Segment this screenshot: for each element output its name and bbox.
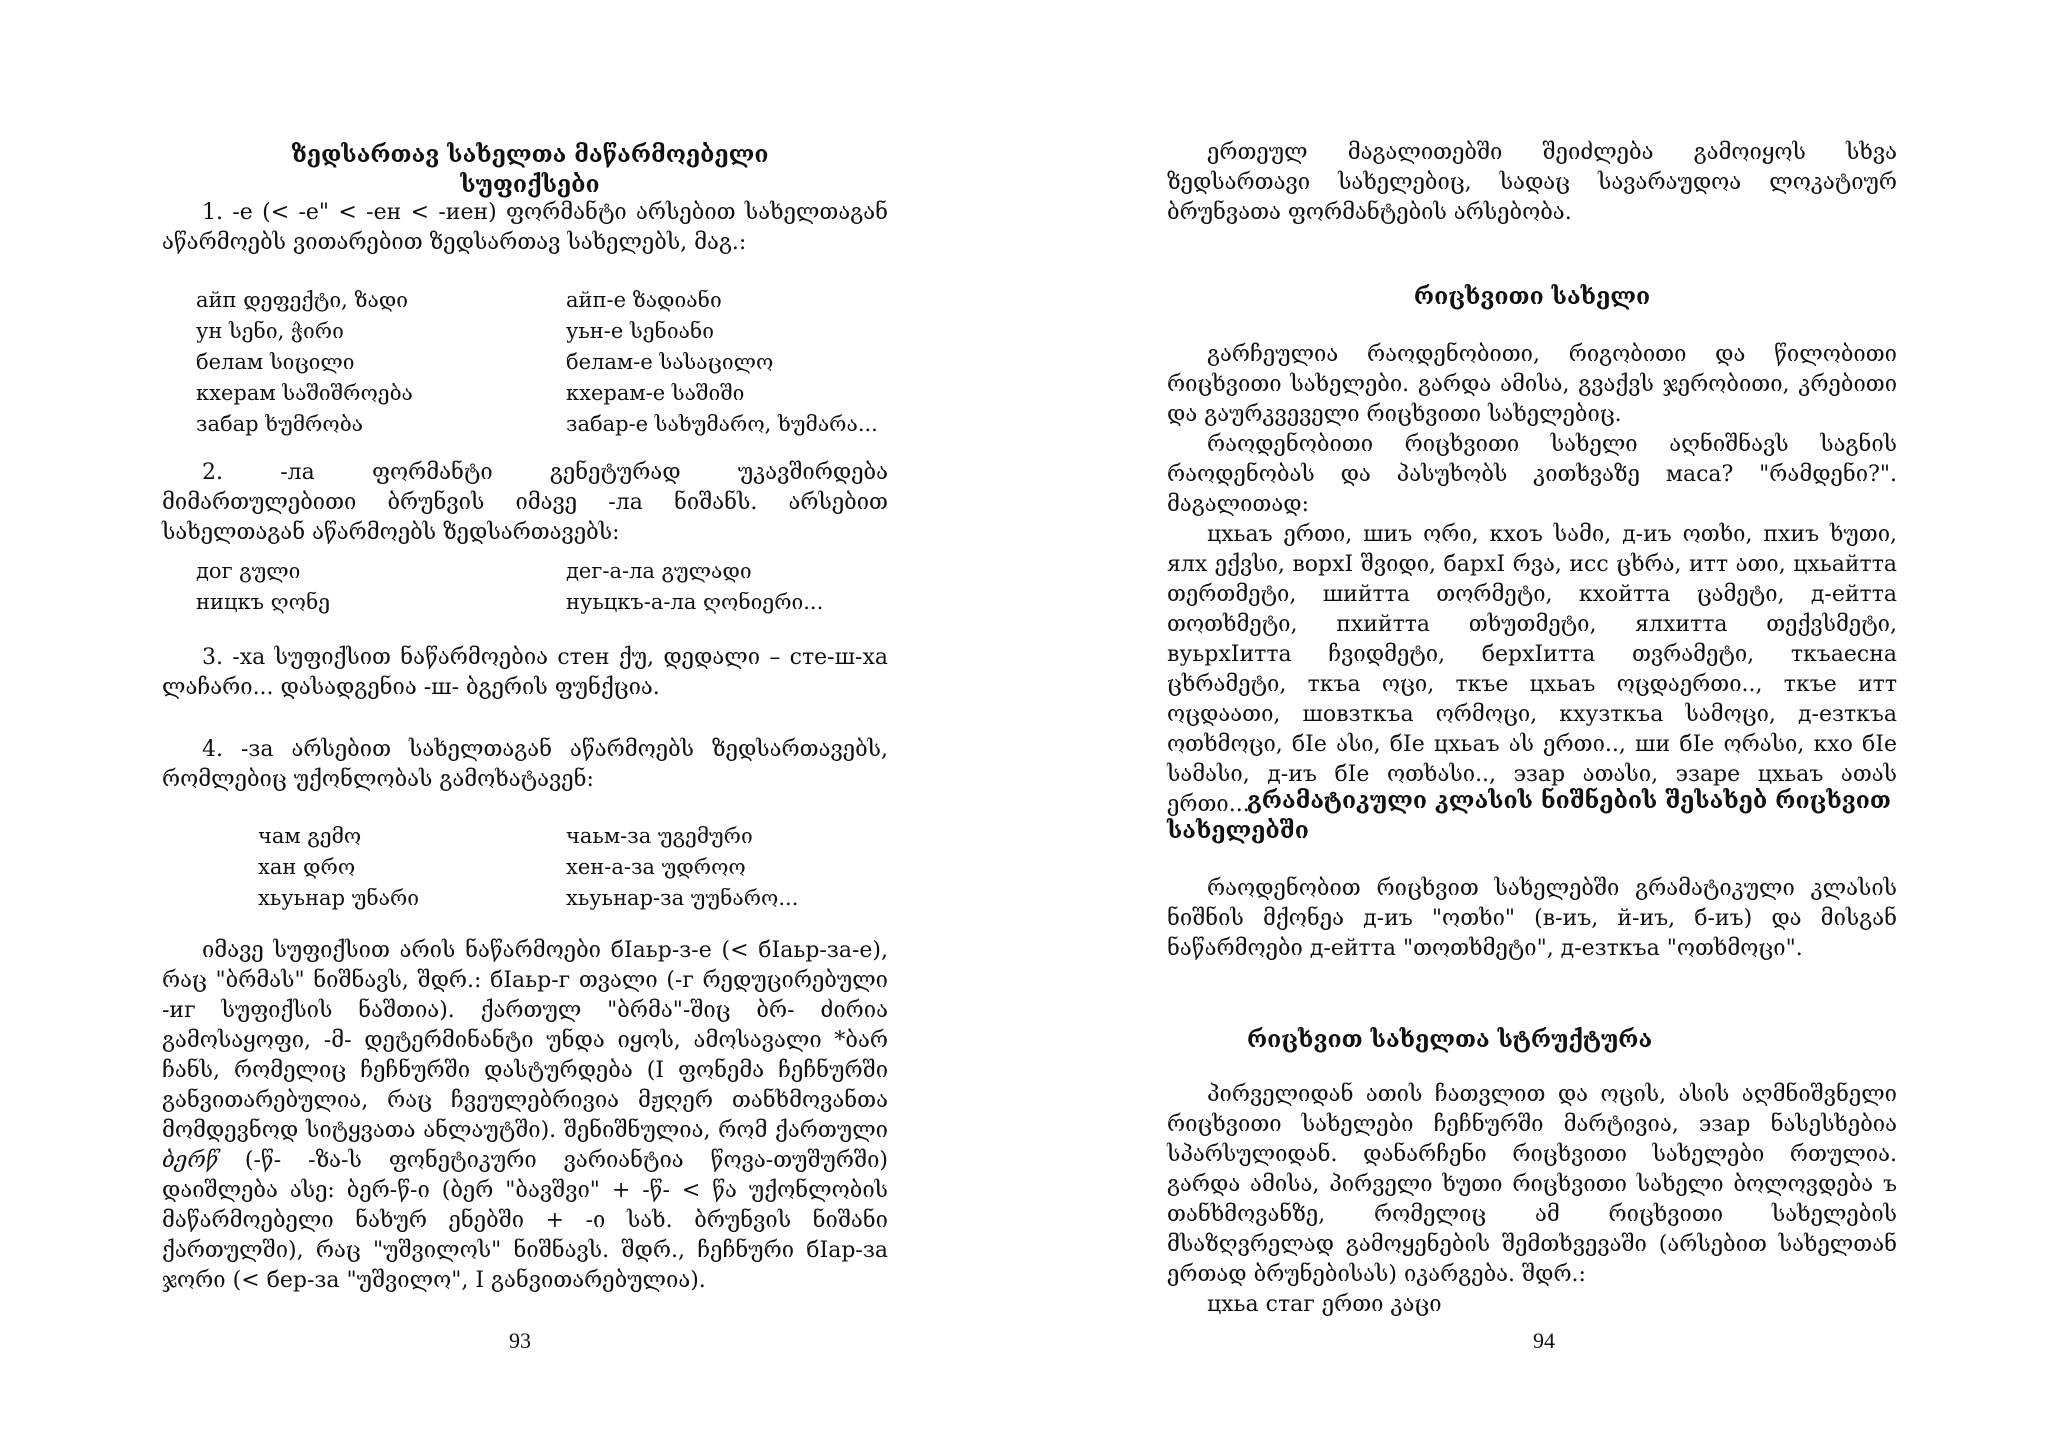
example-derived: забар-е სახუმარო, ხუმარა... <box>566 412 878 436</box>
paragraph-suffix-la <box>162 458 888 548</box>
example-derived: белам-е სასაცილო <box>566 350 774 374</box>
example-derived: хен-а-за უდროო <box>566 855 746 879</box>
example-pair <box>196 587 896 618</box>
paragraph-text: ერთეულ მაგალითებში შეიძლება გამოიყოს სხვა ზედსართავი სახელებიც, სადაც სავარაუდოა ლოკატიურ ბრუნვათა ფორმანტების არსებობა. <box>1167 140 1897 225</box>
paragraph-text: რაოდენობით რიცხვით სახელებში გრამატიკული კლასის ნიშნის მქონეა д-иъ "ოთხი" (в-иъ, й-иъ, б-иъ) და მისგან ნაწარმოები д-ейтта "თოთხმეტი", д-езткъа "ოთხმოცი". <box>1167 876 1897 961</box>
example-list-e <box>196 285 896 440</box>
example-list-la <box>196 556 896 618</box>
page-number: 93 <box>509 1328 531 1353</box>
paragraph-suffix-za <box>162 735 888 795</box>
paragraph-suffix-xa <box>162 643 888 703</box>
paragraph-text <box>162 936 888 1296</box>
example-derived: чаьм-за უგემური <box>566 824 753 848</box>
example-pair <box>196 378 896 409</box>
paragraph-example-line: цхьа стаг ერთი კაცი <box>1207 1292 1442 1317</box>
paragraph-text: 3. -ха სუფიქსით ნაწარმოებია стен ქუ, დედალი – сте-ш-ха ლაჩარი... დასადგენია -ш- ბგერის ფუნქცია. <box>162 645 888 700</box>
example-pair <box>258 852 898 883</box>
example-pair <box>196 285 896 316</box>
example-derived: дег-а-ла გულადი <box>566 559 752 583</box>
example-source: белам სიცილი <box>196 350 355 374</box>
example-derived: кхерам-е საშიში <box>566 381 745 405</box>
example-source: забар ხუმრობა <box>196 412 364 436</box>
example-pair <box>196 409 896 440</box>
example-pair <box>196 316 896 347</box>
paragraph-text-lead: იმავე სუფიქსით არის ნაწარმოები бIаьр-з-е (< бIаьр-за-е), რაც "ბრმას" ნიშნავს, შდრ.: бIаьр-г თვალი (-г რედუცირებული -иг სუფიქსის ნაშთია). ქართულ "ბრმა"-შიც ბრ- ძირია გამოსაყოფი, -მ- დეტერმინანტი უნდა იყოს, ამოსავალი *ბარ ჩანს, რომელიც ჩეჩნურში დასტურდება (I ფონემა ჩეჩნურში განვითარებულია, რაც ჩვეულებრივია მჟღერ თანხმოვანთა მომდევნოდ სიტყვათა ანლაუტში). შენიშნულია, რომ ქართული <box>162 938 888 1143</box>
example-pair <box>196 556 896 587</box>
paragraph-text-tail: (-წ- -ზა-ს ფონეტიკური ვარიანტია წოვა-თუშურში) დაიშლება ასე: ბერ-წ-ი (ბერ "ბავშვი" + -წ- < წა უქონლობის მაწარმოებელი ნახურ ენებში + -ი სახ. ბრუნვის ნიშანი ქართულში), რაც "უშვილოს" ნიშნავს. შდრ., ჩეჩნური бIар-за ჯორი (< бер-за "უშვილო", I განვითარებულია). <box>162 1148 888 1293</box>
section-heading-numeral-structure: რიცხვით სახელთა სტრუქტურა <box>1247 1026 1653 1053</box>
paragraph-text: პირველიდან ათის ჩათვლით და ოცის, ასის აღმნიშვნელი რიცხვითი სახელები ჩეჩნურში მარტივია, эзар ნასესხებია სპარსულიდან. დანარჩენი რიცხვითი სახელები რთულია. გარდა ამისა, პირველი ხუთი რიცხვითი სახელი ბოლოვდება ъ თანხმოვანზე, რომელიც ამ რიცხვითი სახელების მსაზღვრელად გამოყენების შემთხვევაში (არსებით სახელთან ერთად ბრუნებისას) იკარგება. შდრ.: <box>1167 1082 1897 1287</box>
paragraph-text: რაოდენობითი რიცხვითი სახელი აღნიშნავს საგნის რაოდენობას და პასუხობს კითხვაზე маса? "რამდენი?". მაგალითად: <box>1167 432 1897 517</box>
example-source: айп დეფექტი, ზადი <box>196 288 409 312</box>
example-source: чам გემო <box>258 824 362 848</box>
example-derived: нуьцкъ-а-ла ღონიერი... <box>566 590 824 614</box>
paragraph-text: გარჩეულია რაოდენობითი, რიგობითი და წილობითი რიცხვითი სახელები. გარდა ამისა, გვაქვს ჯერობითი, კრებითი და გაურკვეველი რიცხვითი სახელებიც. <box>1167 342 1897 427</box>
example-derived: хьуьнар-за უუნარო... <box>566 886 799 910</box>
example-pair <box>258 883 898 914</box>
paragraph-suffix-e <box>162 198 888 258</box>
example-source: кхерам საშიშროება <box>196 381 413 405</box>
paragraph-class-markers <box>1167 874 1897 964</box>
page-number: 94 <box>1533 1328 1555 1353</box>
italic-word: ბერწ <box>162 1148 218 1173</box>
paragraph-blind-etymology <box>162 936 888 1296</box>
paragraph-text: 4. -за არსებით სახელთაგან აწარმოებს ზედსართავებს, რომლებიც უქონლობას გამოხატავენ: <box>162 737 888 792</box>
section-heading-adjective-suffixes: ზედსართავ სახელთა მაწარმოებელი სუფიქსები <box>291 141 769 198</box>
paragraph-text: 2. -ла ფორმანტი გენეტურად უკავშირდება მიმართულებითი ბრუნვის იმავე -ла ნიშანს. არსებით სახელთაგან აწარმოებს ზედსართავებს: <box>162 460 888 545</box>
example-source: ницкъ ღონე <box>196 590 331 614</box>
example-pair <box>196 347 896 378</box>
paragraph-locative-note <box>1167 138 1897 228</box>
paragraph-text: 1. -е (< -е" < -ен < -иен) ფორმანტი არსებით სახელთაგან აწარმოებს ვითარებით ზედსართავ სახელებს, მაგ.: <box>162 200 888 255</box>
section-heading-class-markers: გრამატიკული კლასის ნიშნების შესახებ რიცხვით სახელებში <box>1167 787 1891 844</box>
example-list-za <box>258 821 898 914</box>
section-heading-numeral: რიცხვითი სახელი <box>1413 283 1651 310</box>
example-source: хан დრო <box>258 855 356 879</box>
example-source: дог გული <box>196 559 301 583</box>
paragraph-numeral-types <box>1167 340 1897 820</box>
example-source: ун სენი, ჭირი <box>196 319 344 343</box>
example-source: хьуьнар უნარი <box>258 886 420 910</box>
paragraph-numeral-examples: цхьаъ ერთი, шиъ ორი, кхоъ სამი, д-иъ ოთხი, пхиъ ხუთი, ялх ექვსი, ворхI შვიდი, бархI რვა, исс ცხრა, итт ათი, цхьайтта თერთმეტი, шийтта თორმეტი, кхойтта ცამეტი, д-ейтта თოთხმეტი, пхийтта თხუთმეტი, ялхитта თექვსმეტი, вуьрхIитта ჩვიდმეტი, берхIитта თვრამეტი, ткъаесна ცხრამეტი, ткъа ოცი, ткъе цхьаъ ოცდაერთი.., ткъе итт ოცდაათი, шовзткъа ორმოცი, кхузткъа სამოცი, д-езткъа ოთხმოცი, бIе ასი, бIе цхьаъ ას ერთი.., ши бIе ორასი, кхо бIе სამასი, д-иъ бIе ოთხასი.., эзар ათასი, эзаре цхьаъ ათას ერთი... <box>1167 522 1897 817</box>
example-derived: уьн-е სენიანი <box>566 319 714 343</box>
paragraph-numeral-structure <box>1167 1080 1897 1320</box>
right-page <box>1024 0 2048 1447</box>
example-pair <box>258 821 898 852</box>
example-derived: айп-е ზადიანი <box>566 288 722 312</box>
